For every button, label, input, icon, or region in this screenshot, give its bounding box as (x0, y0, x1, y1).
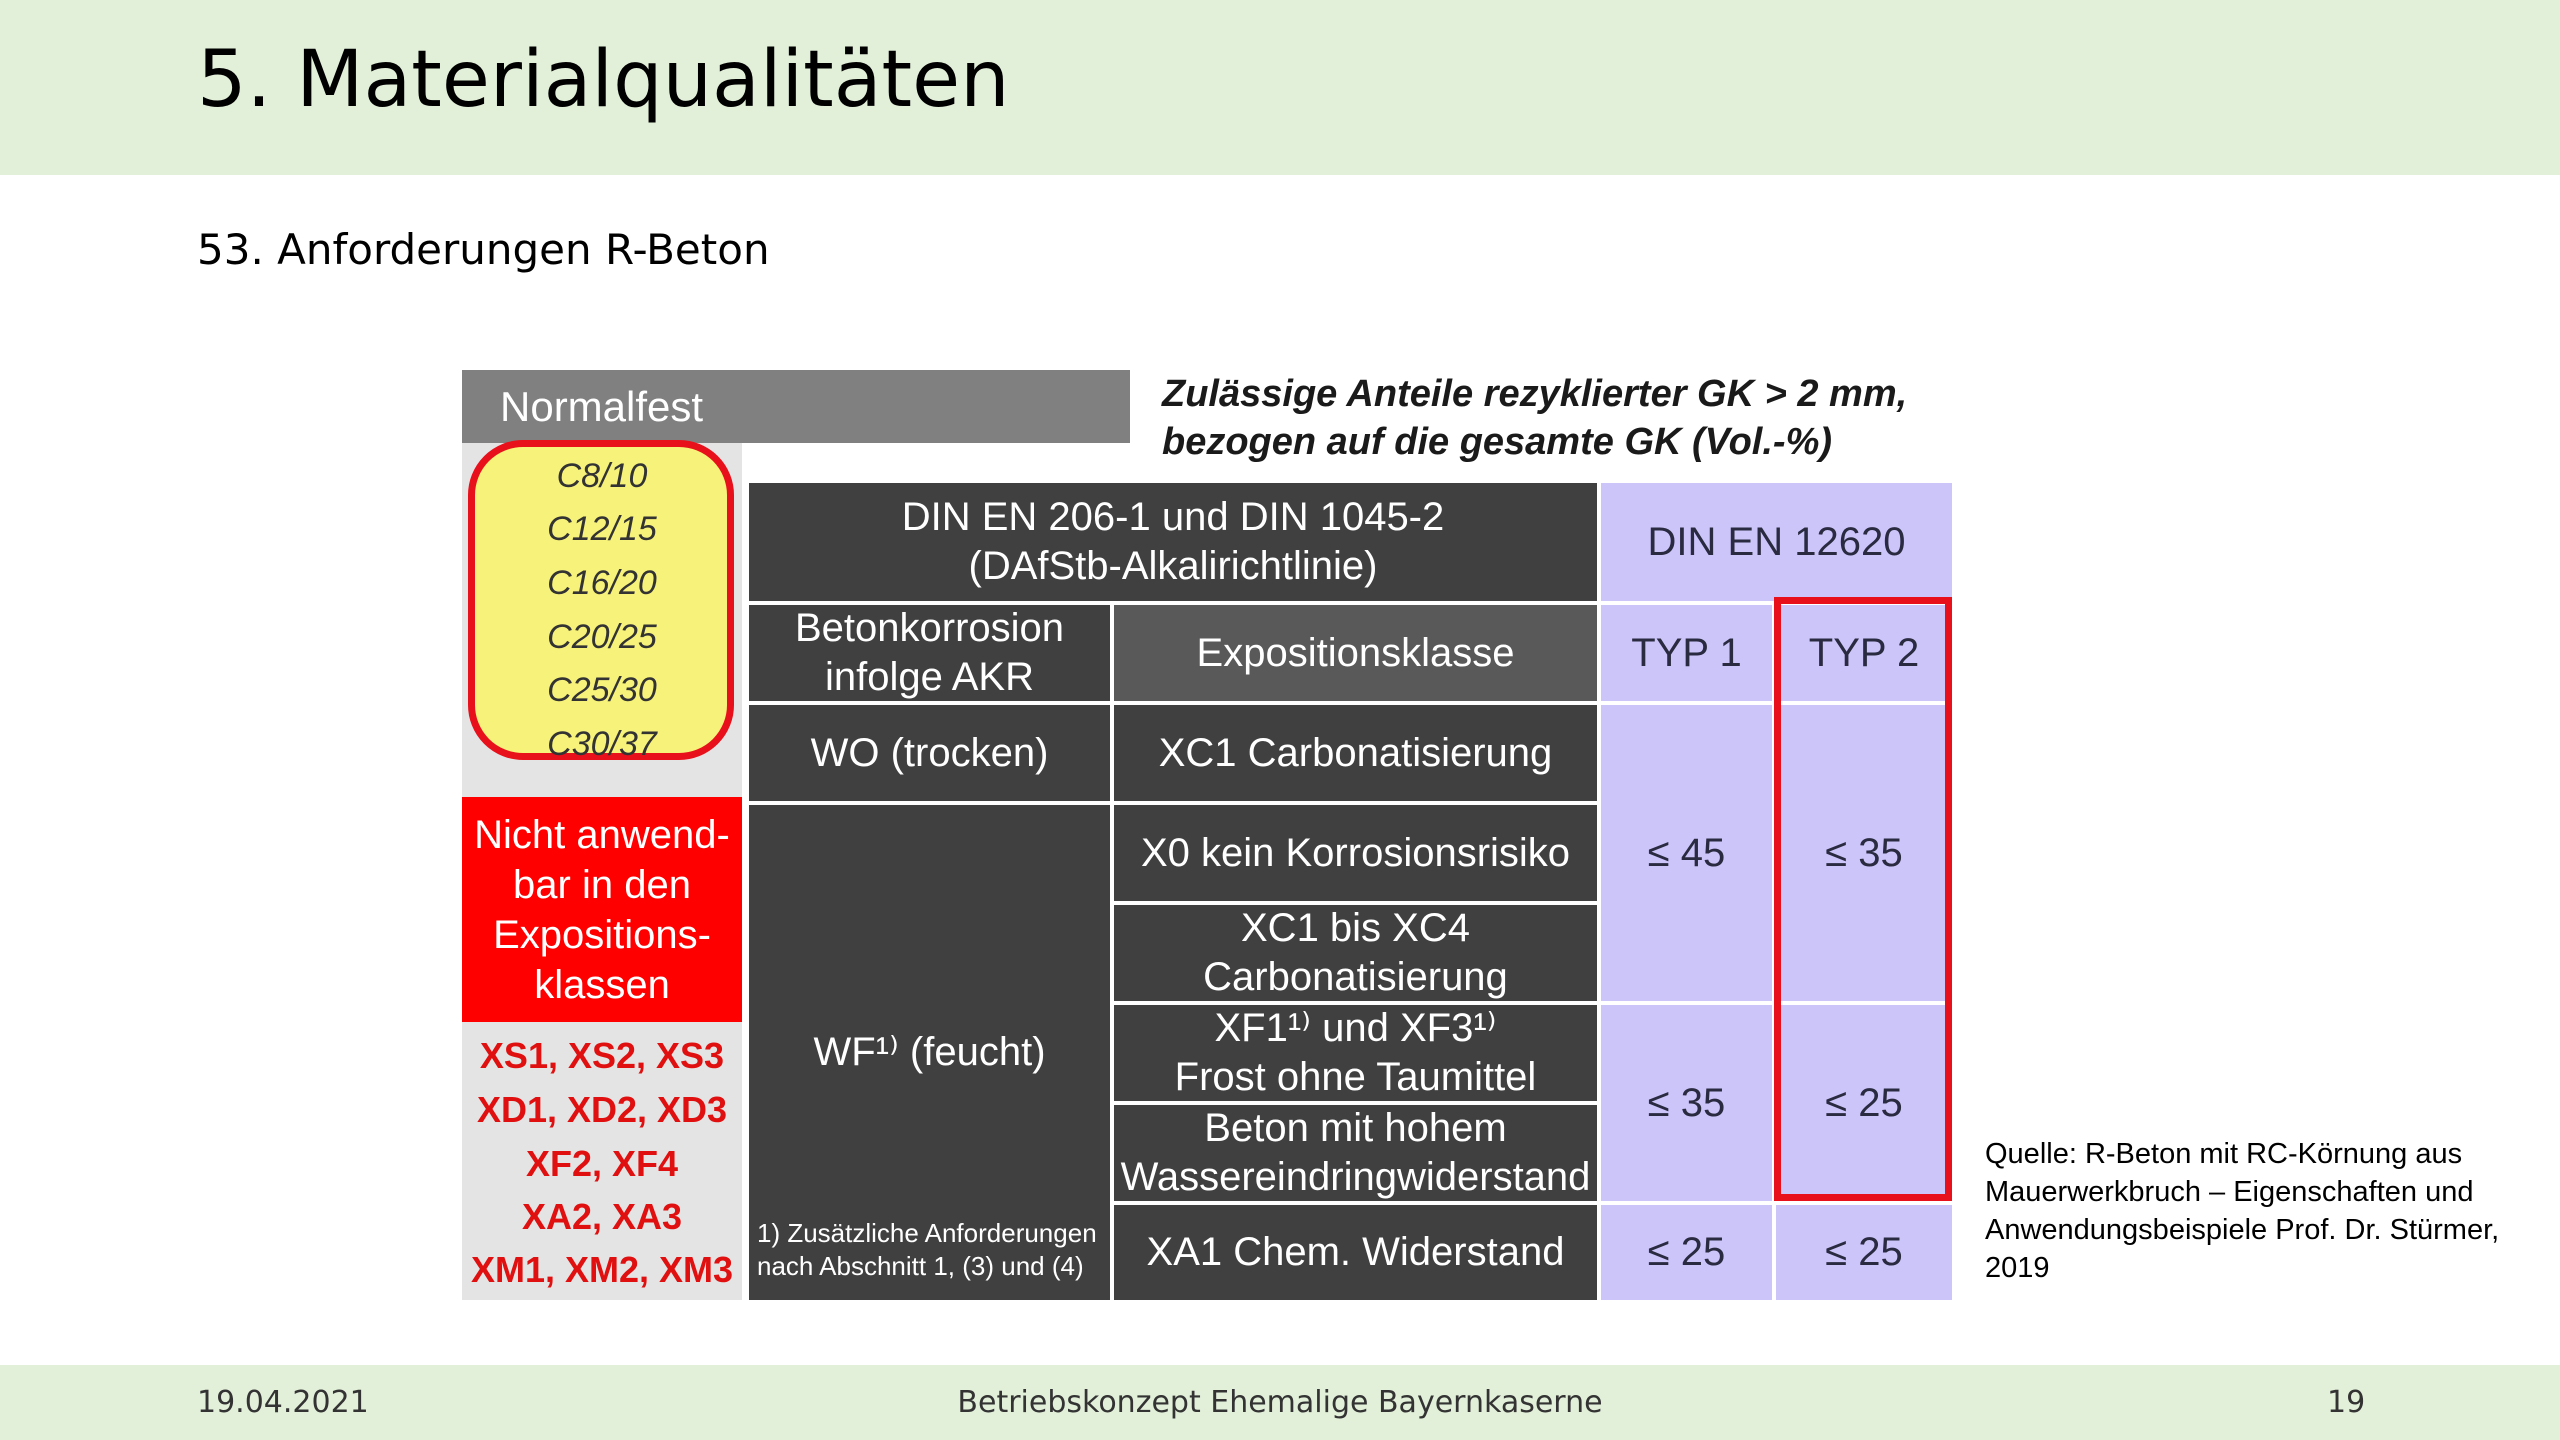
din-12620-header: DIN EN 12620 (1601, 483, 1952, 601)
header-note-line2: bezogen auf die gesamte GK (Vol.-%) (1162, 421, 1833, 463)
strength-class: C12/15 (547, 510, 657, 548)
source-note: Quelle: R-Beton mit RC-Körnung aus Mauerwerkbruch – Eigenschaften und Anwendungsbeispiele Prof. Dr. Stürmer, 2019 (1985, 1138, 2500, 1284)
footer-date: 19.04.2021 (197, 1385, 369, 1420)
typ2-value-a: ≤ 35 (1776, 705, 1952, 1001)
excluded-class: XM1, XM2, XM3 (470, 1249, 734, 1290)
xa1-cell: XA1 Chem. Widerstand (1114, 1205, 1597, 1300)
page-title: 5. Materialqualitäten (197, 35, 1010, 125)
typ1-value-b: ≤ 35 (1601, 1005, 1772, 1201)
xc1-xc4-cell: XC1 bis XC4 Carbonatisierung (1114, 905, 1597, 1001)
normalfest-label: Normalfest (462, 370, 1130, 443)
excluded-class: XA2, XA3 (521, 1196, 683, 1237)
strength-class: C16/20 (547, 564, 657, 602)
strength-class: C8/10 (556, 457, 648, 495)
xc1-cell: XC1 Carbonatisierung (1114, 705, 1597, 801)
strength-class: C25/30 (547, 671, 657, 709)
typ1-value-c: ≤ 25 (1601, 1205, 1772, 1300)
excluded-class: XS1, XS2, XS3 (479, 1035, 725, 1076)
requirements-figure (462, 365, 1952, 1300)
figure-header-note (1162, 370, 1952, 466)
wf-cell: WF¹⁾ (feucht) (749, 805, 1110, 1300)
footer-title: Betriebskonzept Ehemalige Bayernkaserne (957, 1385, 1603, 1420)
typ2-value-b: ≤ 25 (1776, 1005, 1952, 1201)
typ2-value-c: ≤ 25 (1776, 1205, 1952, 1300)
din-main-line2: (DAfStb-Alkalirichtlinie) (968, 544, 1378, 588)
strength-class: C20/25 (547, 618, 657, 656)
page-number: 19 (2327, 1385, 2366, 1420)
wo-cell: WO (trocken) (749, 705, 1110, 801)
header-note-line1: Zulässige Anteile rezyklierter GK > 2 mm, (1162, 373, 1908, 415)
not-applicable-box (462, 797, 742, 1022)
din-main-header (749, 483, 1597, 601)
wf-footnote: 1) Zusätzliche Anforderungen nach Abschnitt 1, (3) und (4) (757, 1218, 1097, 1281)
typ2-highlight-frame (1774, 597, 1952, 1201)
din-main-line1: DIN EN 206-1 und DIN 1045-2 (901, 495, 1445, 540)
col-typ2-header: TYP 2 (1776, 605, 1952, 701)
typ1-value-a: ≤ 45 (1601, 705, 1772, 1001)
strength-class: C30/37 (547, 725, 657, 763)
excluded-class: XD1, XD2, XD3 (476, 1089, 728, 1130)
beton-hoch-cell: Beton mit hohem Wassereindringwiderstand (1114, 1105, 1597, 1201)
section-subtitle: 53. Anforderungen R-Beton (197, 225, 770, 274)
not-applicable-text: Nicht anwend- bar in den Expositions- klassen (474, 812, 730, 1007)
excluded-class: XF2, XF4 (525, 1143, 679, 1184)
xf1-xf3-cell: XF1¹⁾ und XF3¹⁾ Frost ohne Taumittel (1114, 1005, 1597, 1101)
col-expo-header: Expositionsklasse (1114, 605, 1597, 701)
col-akr-header: Betonkorrosion infolge AKR (749, 605, 1110, 701)
x0-cell: X0 kein Korrosionsrisiko (1114, 805, 1597, 901)
col-typ1-header: TYP 1 (1601, 605, 1772, 701)
